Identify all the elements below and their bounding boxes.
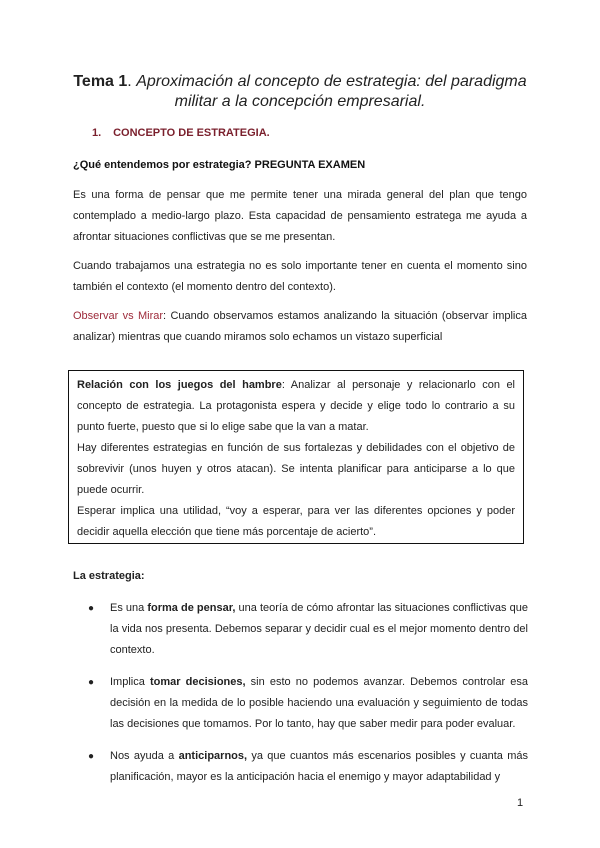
bullet-icon: ● [88, 751, 95, 762]
section-heading [92, 127, 270, 139]
bullet-icon: ● [88, 677, 95, 688]
list-item [88, 672, 528, 735]
list-item-text: Implica [110, 676, 150, 688]
list-item-text: Es una [110, 602, 148, 614]
box-paragraph-1 [77, 375, 515, 438]
section-number: 1. [92, 127, 102, 139]
title-dot: . [127, 73, 137, 90]
list-item-text: ya que cuantos más escenarios posibles y cuanta más planificación, mayor es la anticipación hacia el enemigo y mayor adaptabilidad y [110, 750, 528, 783]
list-item [88, 598, 528, 661]
hunger-games-box [68, 370, 524, 544]
observar-highlight: Observar vs Mirar [73, 310, 164, 322]
paragraph-observar [73, 306, 527, 348]
paragraph-definition: Es una forma de pensar que me permite tener una mirada general del plan que tengo contemplado a medio-largo plazo. Esta capacidad de pensamiento estratega me ayuda a afrontar situaciones conflictivas que se me presentan. [73, 189, 527, 243]
title-italic: Aproximación al concepto de estrategia: del paradigma militar a la concepción empresarial. [136, 73, 527, 110]
box-heading: Relación con los juegos del hambre [77, 379, 282, 391]
box-paragraph-3: Esperar implica una utilidad, “voy a esperar, para ver las diferentes opciones y poder decidir aquella elección que tiene más porcentaje de acierto”. [77, 505, 515, 538]
exam-question: ¿Qué entendemos por estrategia? PREGUNTA EXAMEN [73, 159, 366, 171]
list-item-bold: anticiparnos, [178, 750, 248, 762]
list-item-text: Nos ayuda a [110, 750, 179, 762]
estrategia-label: La estrategia: [73, 570, 145, 582]
list-item-text: sin esto no podemos avanzar. Debemos controlar esa decisión en la medida de lo posible haciendo una evaluación y seguimiento de todas las decisiones que tomamos. Por lo tanto, hay que saber medir para poder evaluar. [110, 676, 528, 730]
paragraph-context: Cuando trabajamos una estrategia no es solo importante tener en cuenta el momento sino también el contexto (el momento dentro del contexto). [73, 260, 527, 293]
list-item-bold: tomar decisiones, [149, 676, 246, 688]
estrategia-list [88, 598, 528, 799]
list-item-bold: forma de pensar, [147, 602, 236, 614]
list-item [88, 746, 528, 788]
observar-text: : Cuando observamos estamos analizando la situación (observar implica analizar) mientras que cuando miramos solo echamos un vistazo superficial [73, 310, 527, 343]
box-line1: : Analizar al personaje y relacionarlo con el concepto de estrategia. La protagonista espera y decide y elige todo lo contrario a su punto fuerte, puesto que si lo elige sabe que la van a matar. [77, 379, 516, 433]
list-item-text: una teoría de cómo afrontar las situaciones conflictivas que la vida nos presenta. Debemos separar y decidir cual es el mejor momento dentro del contexto. [110, 602, 528, 656]
page-number: 1 [517, 797, 524, 809]
document-title [60, 72, 540, 112]
box-paragraph-2: Hay diferentes estrategias en función de sus fortalezas y debilidades con el objetivo de sobrevivir (unos huyen y otros atacan). Se intenta planificar para anticiparse a lo que puede ocurrir. [77, 442, 515, 496]
title-bold: Tema 1 [73, 73, 128, 90]
bullet-icon: ● [88, 603, 95, 614]
section-label: CONCEPTO DE ESTRATEGIA. [113, 127, 270, 139]
